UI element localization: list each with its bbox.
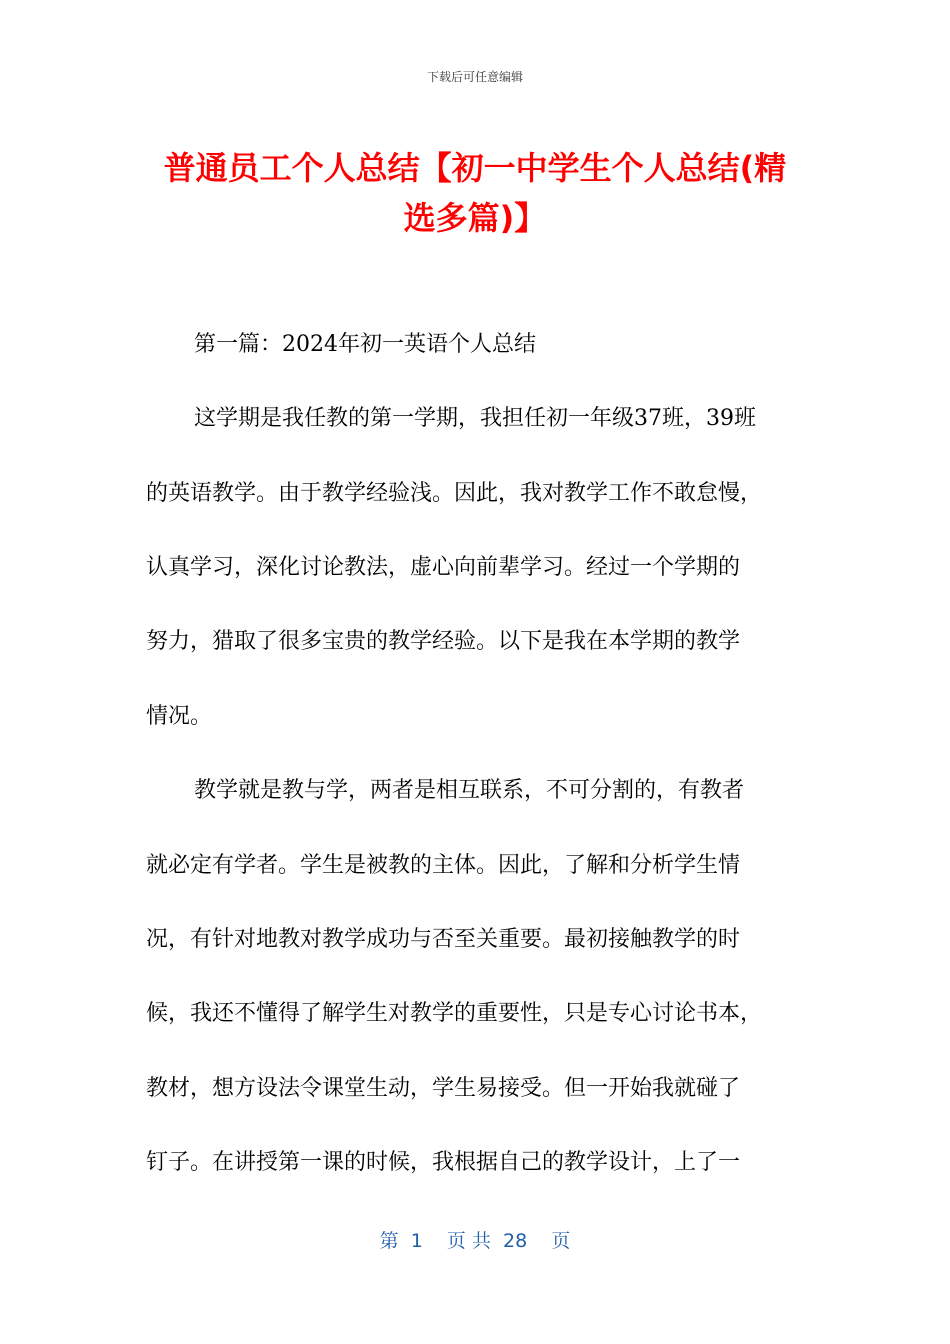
title-line-2: 选多篇)】 <box>403 199 547 237</box>
paragraph-line: 教材，想方设法令课堂生动，学生易接受。但一开始我就碰了 <box>146 1076 741 1101</box>
paragraph-line: 教学就是教与学，两者是相互联系，不可分割的，有教者 <box>194 778 745 803</box>
paragraph-line: 努力，猎取了很多宝贵的教学经验。以下是我在本学期的教学 <box>146 629 741 654</box>
page-number: 第 1 页 共 28 页 <box>379 1230 571 1252</box>
paragraph-line: 认真学习，深化讨论教法，虚心向前辈学习。经过一个学期的 <box>146 555 741 580</box>
title-line-1: 普通员工个人总结【初一中学生个人总结(精 <box>163 149 787 187</box>
download-note: 下载后可任意编辑 <box>426 70 523 84</box>
paragraph-line: 就必定有学者。学生是被教的主体。因此，了解和分析学生情 <box>146 853 741 878</box>
paragraph-line: 情况。 <box>146 704 213 729</box>
paragraph-line: 的英语教学。由于教学经验浅。因此，我对教学工作不敢怠慢， <box>146 481 763 506</box>
document-title <box>120 143 830 243</box>
paragraph-line: 钉子。在讲授第一课的时候，我根据自己的教学设计，上了一 <box>146 1150 741 1175</box>
paragraph-line: 况，有针对地教对教学成功与否至关重要。最初接触教学的时 <box>146 927 741 952</box>
section-heading: 第一篇：2024年初一英语个人总结 <box>194 332 536 357</box>
paragraph-line: 候，我还不懂得了解学生对教学的重要性，只是专心讨论书本， <box>146 1001 763 1026</box>
paragraph-line: 这学期是我任教的第一学期，我担任初一年级37班，39班 <box>194 406 756 431</box>
